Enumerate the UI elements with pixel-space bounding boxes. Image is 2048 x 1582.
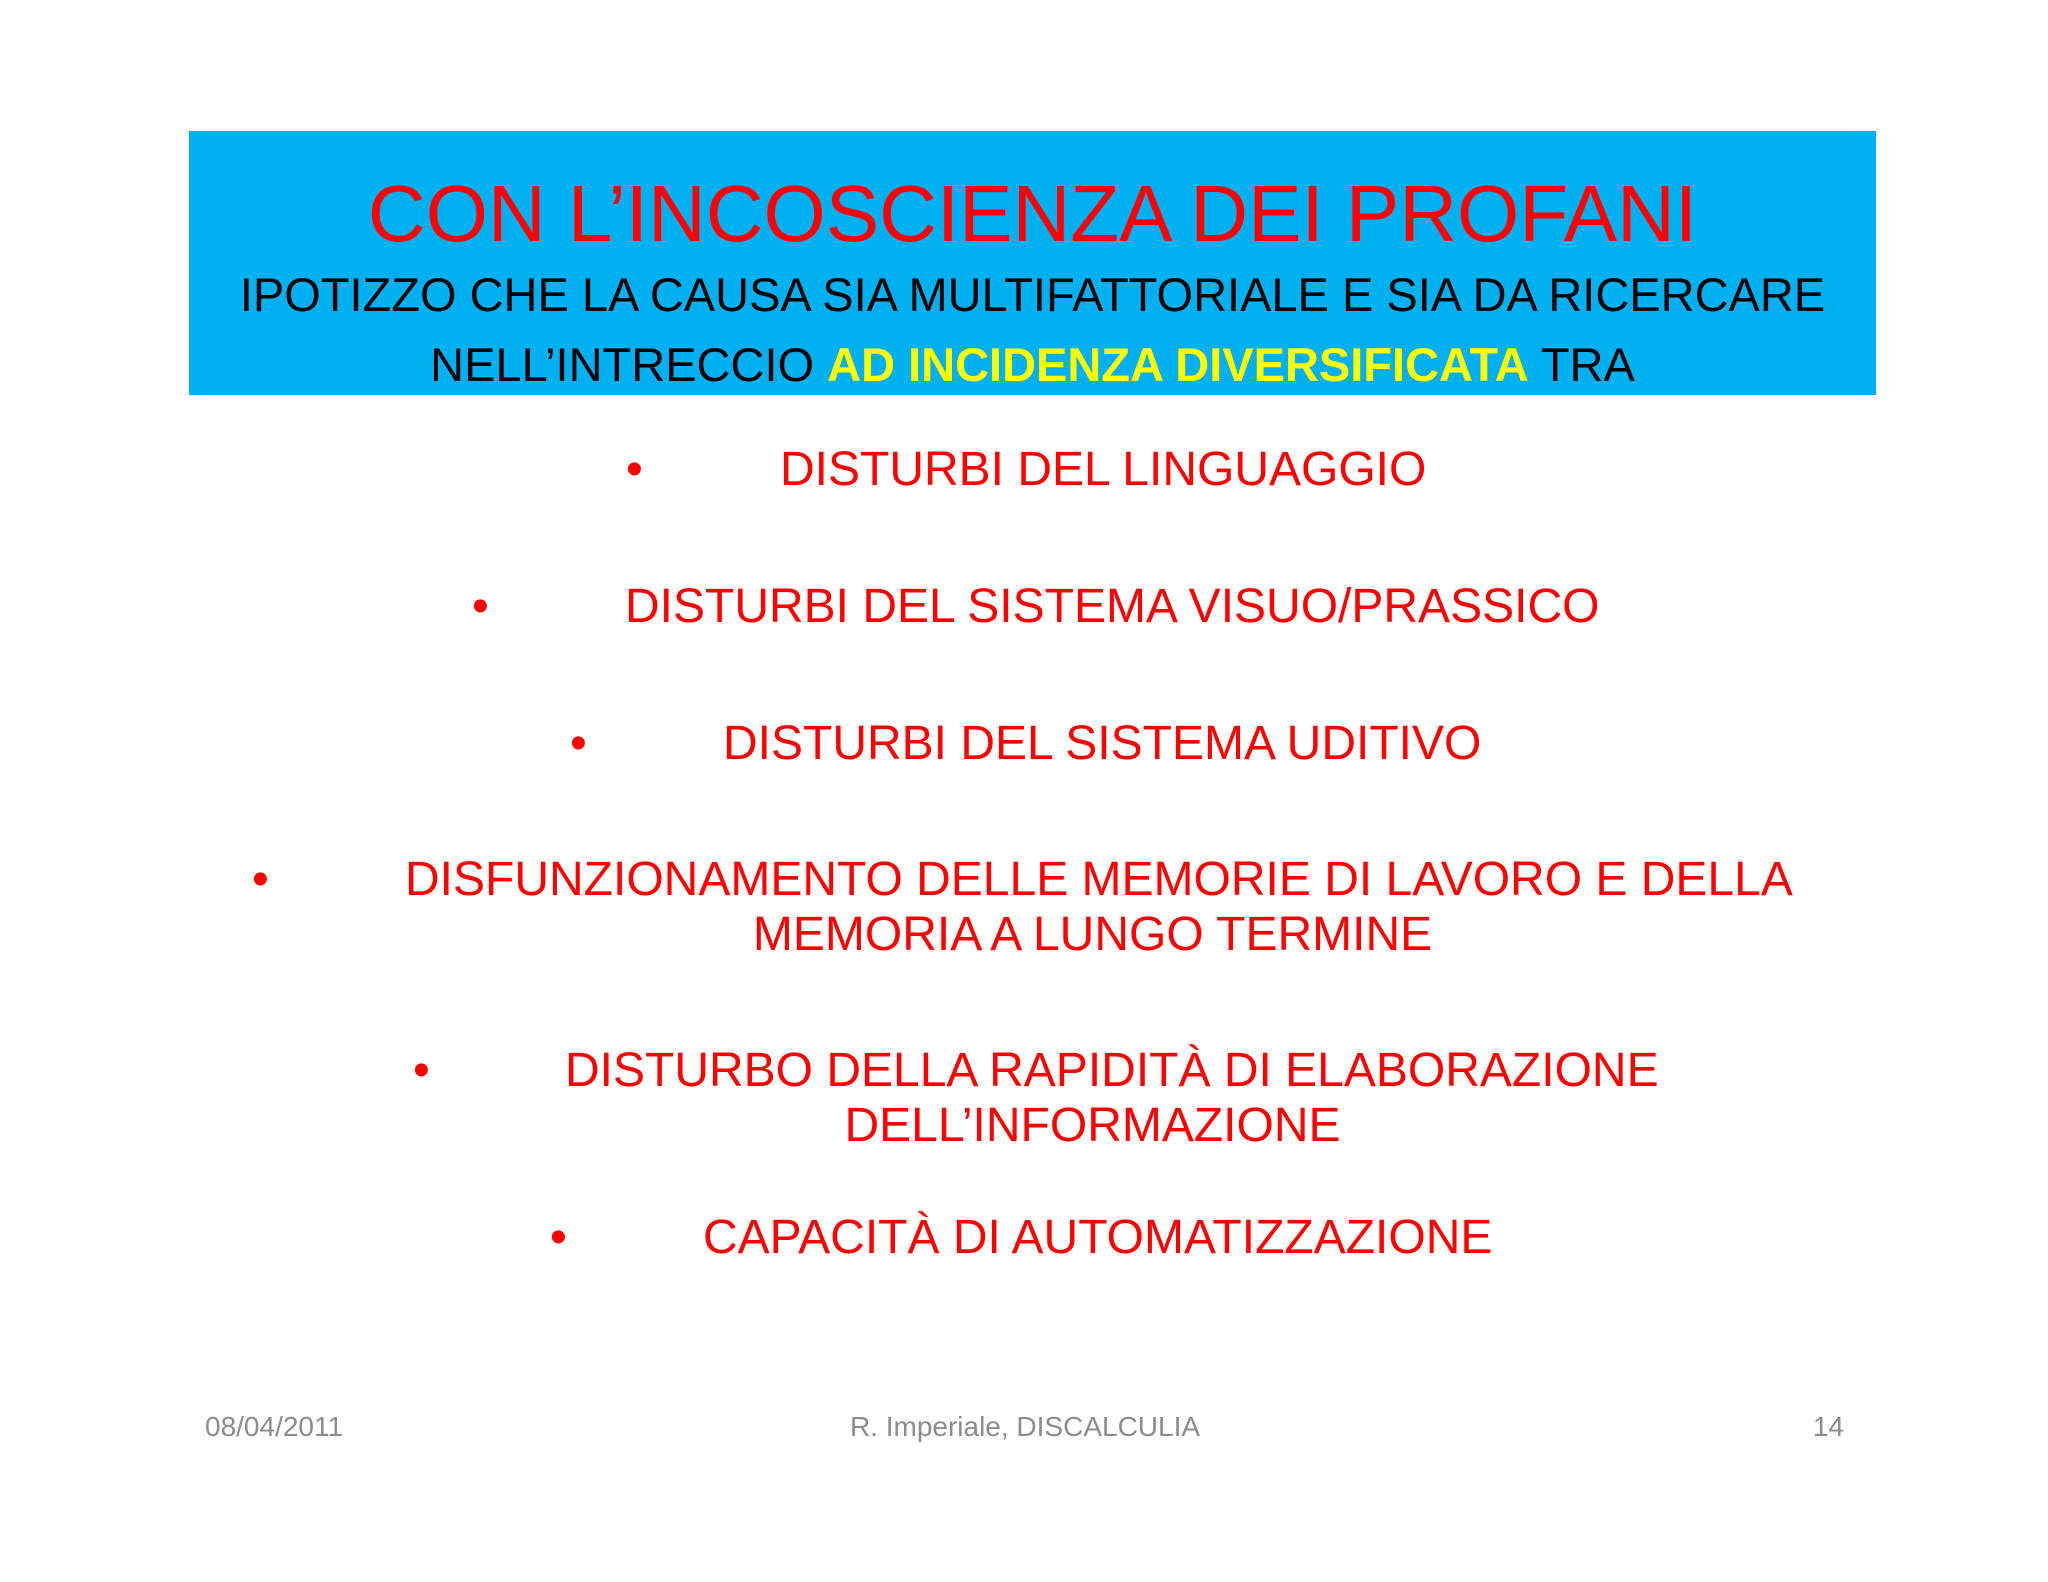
slide-subtitle <box>189 260 1876 400</box>
bullet-dot-icon: • <box>570 717 587 770</box>
bullet-dot-icon: • <box>413 1044 430 1097</box>
bullet-dot-icon: • <box>626 443 643 496</box>
bullet-item <box>0 716 2048 776</box>
bullet-item <box>0 1043 2048 1159</box>
bullet-dot-icon: • <box>550 1211 567 1264</box>
subtitle-line-1: IPOTIZZO CHE LA CAUSA SIA MULTIFATTORIALE E SIA DA RICERCARE <box>239 268 1826 321</box>
footer-author: R. Imperiale, DISCALCULIA <box>849 1411 1201 1442</box>
slide-title: CON L’INCOSCIENZA DEI PROFANI <box>367 169 1698 258</box>
bullet-text: DISTURBI DEL SISTEMA UDITIVO <box>723 717 1482 770</box>
title-banner <box>189 131 1876 395</box>
bullet-text-line-2: DELL’INFORMAZIONE <box>844 1099 1341 1152</box>
bullet-text: DISTURBI DEL SISTEMA VISUO/PRASSICO <box>625 580 1600 633</box>
bullet-text-line-1: DISFUNZIONAMENTO DELLE MEMORIE DI LAVORO E DELLA <box>405 853 1793 906</box>
bullet-text: CAPACITÀ DI AUTOMATIZZAZIONE <box>703 1211 1493 1264</box>
bullet-item <box>0 1210 2048 1270</box>
footer-page-number: 14 <box>1812 1411 1844 1442</box>
bullet-dot-icon: • <box>472 580 489 633</box>
subtitle-suffix: TRA <box>1528 338 1635 391</box>
bullet-text: DISTURBI DEL LINGUAGGIO <box>780 443 1427 496</box>
bullet-item <box>0 442 2048 502</box>
subtitle-prefix: NELL’INTRECCIO <box>430 338 828 391</box>
subtitle-line-2 <box>189 330 1876 400</box>
bullet-text-line-1: DISTURBO DELLA RAPIDITÀ DI ELABORAZIONE <box>565 1044 1659 1097</box>
subtitle-highlight: AD INCIDENZA DIVERSIFICATA <box>827 338 1529 391</box>
footer-date: 08/04/2011 <box>205 1411 344 1442</box>
bullet-item <box>0 579 2048 639</box>
bullet-text-line-2: MEMORIA A LUNGO TERMINE <box>752 908 1433 961</box>
bullet-item <box>0 852 2048 968</box>
bullet-dot-icon: • <box>252 853 269 906</box>
